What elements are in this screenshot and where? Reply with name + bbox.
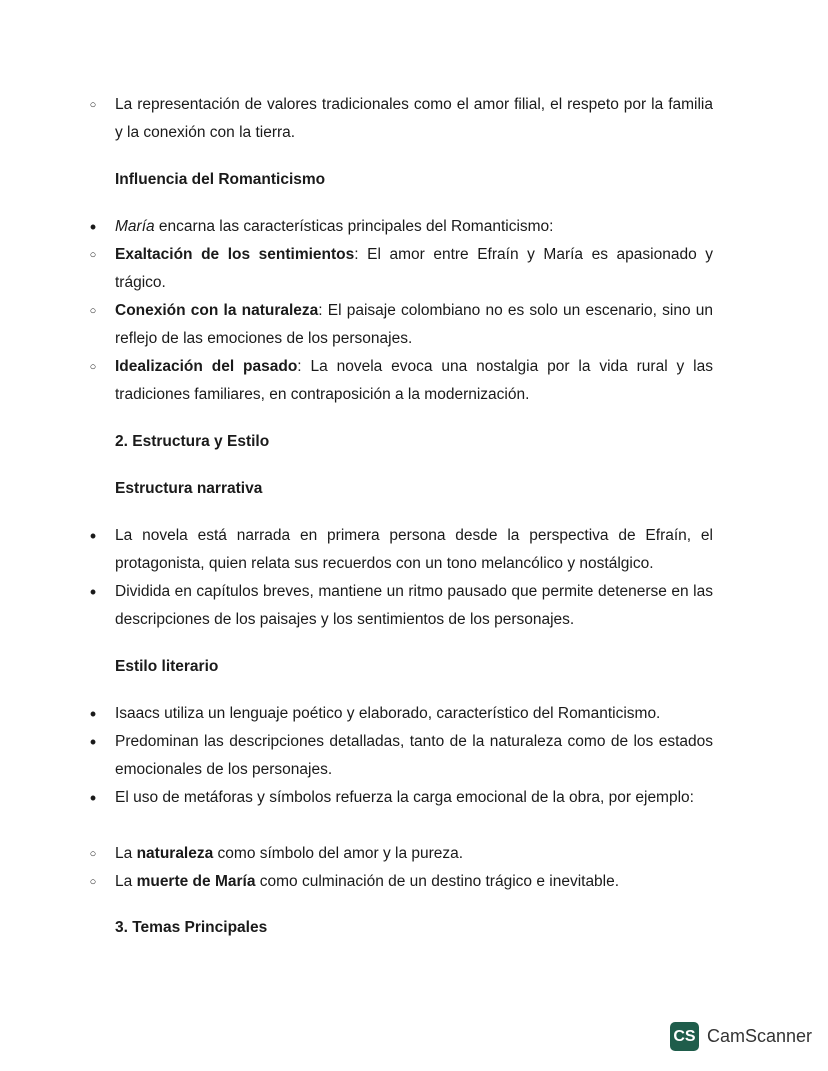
section-heading: 3. Temas Principales	[115, 919, 268, 936]
item-text: como culminación de un destino trágico e inevitable.	[255, 873, 620, 890]
bullet-dot: •	[89, 732, 97, 752]
camscanner-label: CamScanner	[707, 1026, 813, 1046]
bold-term: naturaleza	[136, 845, 214, 862]
bold-term: Exaltación de los sentimientos	[115, 246, 355, 263]
list-item: Predominan las descripciones detalladas, tanto de la naturaleza como de los estados emocionales de los personajes.	[115, 733, 713, 778]
bullet-circle: ○	[89, 361, 97, 373]
list-item	[115, 353, 713, 409]
bullet-circle: ○	[89, 249, 97, 261]
item-text: : El amor entre Efraín y María es apasionado y trágico.	[115, 246, 713, 291]
list-item	[115, 213, 713, 241]
list-item: La representación de valores tradicionales como el amor filial, el respeto por la familia y la conexión con la tierra.	[115, 96, 713, 141]
italic-text: María	[115, 218, 155, 235]
list-item: La novela está narrada en primera persona desde la perspectiva de Efraín, el protagonista, quien relata sus recuerdos con un tono melancólico y nostálgico.	[115, 527, 713, 572]
item-text: encarna las características principales del Romanticismo:	[154, 218, 554, 235]
list-item: El uso de metáforas y símbolos refuerza la carga emocional de la obra, por ejemplo:	[115, 789, 694, 806]
item-text: La	[115, 845, 137, 862]
bold-term: muerte de María	[136, 873, 256, 890]
list-item	[115, 241, 713, 297]
item-text: : La novela evoca una nostalgia por la vida rural y las tradiciones familiares, en contraposición a la modernización.	[115, 358, 713, 403]
list-item	[115, 840, 713, 868]
bullet-circle: ○	[89, 99, 97, 111]
section-heading: Influencia del Romanticismo	[115, 171, 326, 188]
bold-term: Conexión con la naturaleza	[115, 302, 319, 319]
bullet-dot: •	[89, 788, 97, 808]
bullet-dot: •	[89, 526, 97, 546]
bullet-dot: •	[89, 704, 97, 724]
subsection-heading: Estilo literario	[115, 658, 219, 675]
list-item	[115, 868, 713, 896]
bullet-circle: ○	[89, 305, 97, 317]
item-text: : El paisaje colombiano no es solo un escenario, sino un reflejo de las emociones de los personajes.	[115, 302, 713, 347]
camscanner-logo-icon: CS	[670, 1022, 699, 1051]
bullet-circle: ○	[89, 876, 97, 888]
camscanner-watermark	[670, 1022, 812, 1051]
item-text: como símbolo del amor y la pureza.	[213, 845, 464, 862]
list-item	[115, 297, 713, 353]
bullet-circle: ○	[89, 848, 97, 860]
list-item: Isaacs utiliza un lenguaje poético y elaborado, característico del Romanticismo.	[115, 705, 661, 722]
bullet-dot: •	[89, 582, 97, 602]
bold-term: Idealización del pasado	[115, 358, 298, 375]
list-item: Dividida en capítulos breves, mantiene un ritmo pausado que permite detenerse en las descripciones de los paisajes y los sentimientos de los personajes.	[115, 583, 713, 628]
item-text: La	[115, 873, 137, 890]
bullet-dot: •	[89, 217, 97, 237]
subsection-heading: Estructura narrativa	[115, 480, 263, 497]
section-heading: 2. Estructura y Estilo	[115, 433, 270, 450]
